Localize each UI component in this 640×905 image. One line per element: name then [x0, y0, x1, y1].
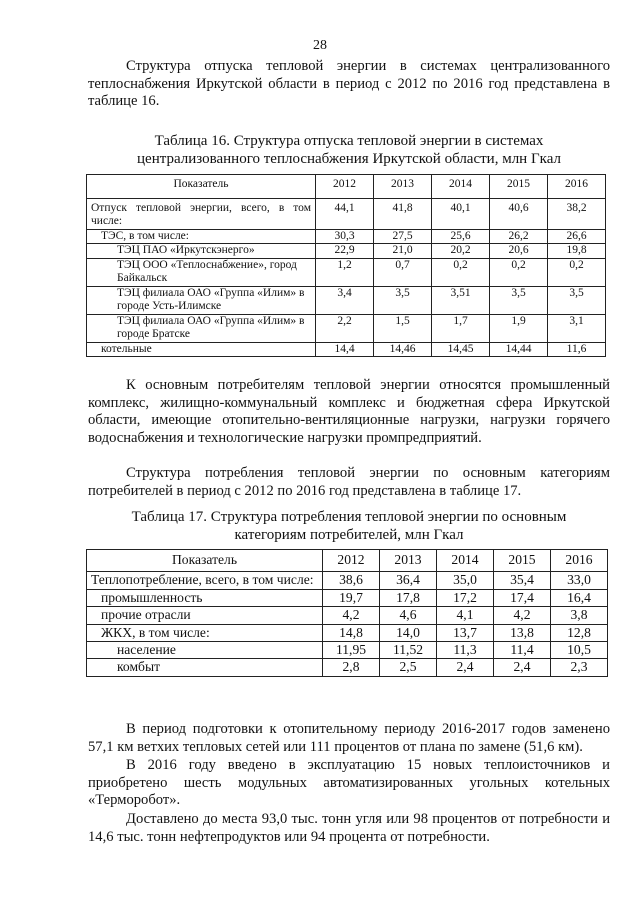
table16-caption-line2: централизованного теплоснабжения Иркутской области, млн Гкал	[137, 151, 561, 167]
cell-value: 4,2	[323, 607, 380, 624]
cell-value: 3,4	[316, 286, 374, 314]
cell-value: 1,7	[432, 314, 490, 342]
cell-value: 25,6	[432, 229, 490, 244]
paragraph-structure-17: Структура потребления тепловой энергии по основным категориям потребителей в период с 2012 по 2016 год представлена в таблице 17.	[88, 465, 610, 499]
row-label: котельные	[87, 342, 316, 357]
row-label: комбыт	[87, 659, 323, 676]
cell-value: 12,8	[551, 624, 608, 641]
cell-value: 36,4	[380, 572, 437, 589]
table17-header-year: 2013	[380, 550, 437, 572]
cell-value: 20,2	[432, 244, 490, 259]
cell-value: 17,8	[380, 589, 437, 606]
page-number: 28	[313, 38, 327, 53]
cell-value: 40,6	[490, 198, 548, 229]
row-label: прочие отрасли	[87, 607, 323, 624]
cell-value: 44,1	[316, 198, 374, 229]
cell-value: 20,6	[490, 244, 548, 259]
cell-value: 41,8	[374, 198, 432, 229]
table-16	[86, 174, 606, 357]
cell-value: 2,5	[380, 659, 437, 676]
table16-header-year: 2013	[374, 175, 432, 199]
paragraph-fuel-delivery: Доставлено до места 93,0 тыс. тонн угля или 98 процентов от потребности и 14,6 тыс. тонн нефтепродуктов или 94 процента от потребности.	[88, 811, 610, 845]
cell-value: 38,2	[548, 198, 606, 229]
paragraph-new-sources: В 2016 году введено в эксплуатацию 15 новых теплоисточников и приобретено шесть модульных автоматизированных угольных котельных «Терморобот».	[88, 757, 610, 809]
cell-value: 1,9	[490, 314, 548, 342]
table-row	[87, 642, 608, 659]
cell-value: 40,1	[432, 198, 490, 229]
table-row	[87, 314, 606, 342]
cell-value: 2,4	[494, 659, 551, 676]
row-label: ЖКХ, в том числе:	[87, 624, 323, 641]
row-label: Отпуск тепловой энергии, всего, в том числе:	[87, 198, 316, 229]
table-row	[87, 572, 608, 589]
table-row	[87, 589, 608, 606]
row-label: промышленность	[87, 589, 323, 606]
row-label: ТЭЦ филиала ОАО «Группа «Илим» в городе Братске	[87, 314, 316, 342]
table16-caption	[88, 132, 610, 168]
table-row	[87, 198, 606, 229]
paragraph-networks: В период подготовки к отопительному периоду 2016-2017 годов заменено 57,1 км ветхих тепловых сетей или 111 процентов от плана по замене (51,6 км).	[88, 721, 610, 755]
cell-value: 35,0	[437, 572, 494, 589]
table-row	[87, 624, 608, 641]
table17-header-indicator: Показатель	[87, 550, 323, 572]
row-label: Теплопотребление, всего, в том числе:	[87, 572, 323, 589]
table17-header-year: 2016	[551, 550, 608, 572]
table16-caption-line1: Таблица 16. Структура отпуска тепловой энергии в системах	[154, 133, 544, 149]
table17-caption-line2: категориям потребителей, млн Гкал	[234, 527, 464, 543]
table16-header-year: 2012	[316, 175, 374, 199]
cell-value: 0,2	[548, 258, 606, 286]
table-row	[87, 244, 606, 259]
cell-value: 14,46	[374, 342, 432, 357]
cell-value: 13,8	[494, 624, 551, 641]
table17-header-row	[87, 550, 608, 572]
cell-value: 30,3	[316, 229, 374, 244]
cell-value: 17,2	[437, 589, 494, 606]
cell-value: 26,6	[548, 229, 606, 244]
table-row	[87, 607, 608, 624]
cell-value: 14,44	[490, 342, 548, 357]
cell-value: 3,5	[548, 286, 606, 314]
cell-value: 17,4	[494, 589, 551, 606]
row-label: ТЭС, в том числе:	[87, 229, 316, 244]
table17-header-year: 2015	[494, 550, 551, 572]
row-label: ТЭЦ ООО «Теплоснабжение», город Байкальск	[87, 258, 316, 286]
cell-value: 2,4	[437, 659, 494, 676]
cell-value: 4,6	[380, 607, 437, 624]
cell-value: 11,6	[548, 342, 606, 357]
table16-header-year: 2014	[432, 175, 490, 199]
cell-value: 3,1	[548, 314, 606, 342]
cell-value: 11,52	[380, 642, 437, 659]
cell-value: 21,0	[374, 244, 432, 259]
cell-value: 3,5	[490, 286, 548, 314]
table-row	[87, 286, 606, 314]
paragraph-consumers: К основным потребителям тепловой энергии относятся промышленный комплекс, жилищно-коммунальный комплекс и бюджетная сфера Иркутской области, имеющие отопительно-вентиляционные нагрузки, нагрузки горячего водоснабжения и технологические нагрузки промпредприятий.	[88, 377, 610, 446]
cell-value: 27,5	[374, 229, 432, 244]
cell-value: 16,4	[551, 589, 608, 606]
cell-value: 4,2	[494, 607, 551, 624]
cell-value: 4,1	[437, 607, 494, 624]
table17-header-year: 2014	[437, 550, 494, 572]
cell-value: 11,3	[437, 642, 494, 659]
cell-value: 22,9	[316, 244, 374, 259]
cell-value: 1,5	[374, 314, 432, 342]
cell-value: 3,8	[551, 607, 608, 624]
cell-value: 13,7	[437, 624, 494, 641]
cell-value: 14,45	[432, 342, 490, 357]
cell-value: 19,8	[548, 244, 606, 259]
cell-value: 2,3	[551, 659, 608, 676]
table17-caption	[88, 508, 610, 544]
table-row	[87, 229, 606, 244]
table-17	[86, 549, 608, 677]
cell-value: 38,6	[323, 572, 380, 589]
cell-value: 35,4	[494, 572, 551, 589]
cell-value: 2,8	[323, 659, 380, 676]
intro-paragraph: Структура отпуска тепловой энергии в системах централизованного теплоснабжения Иркутской области в период с 2012 по 2016 год представлена в таблице 16.	[88, 58, 610, 110]
table17-header-year: 2012	[323, 550, 380, 572]
cell-value: 2,2	[316, 314, 374, 342]
cell-value: 19,7	[323, 589, 380, 606]
table17-caption-line1: Таблица 17. Структура потребления тепловой энергии по основным	[131, 509, 567, 525]
row-label: ТЭЦ ПАО «Иркутскэнерго»	[87, 244, 316, 259]
cell-value: 11,4	[494, 642, 551, 659]
cell-value: 26,2	[490, 229, 548, 244]
table16-header-row	[87, 175, 606, 199]
cell-value: 0,2	[432, 258, 490, 286]
table-row	[87, 342, 606, 357]
cell-value: 3,51	[432, 286, 490, 314]
table16-header-indicator: Показатель	[87, 175, 316, 199]
row-label: ТЭЦ филиала ОАО «Группа «Илим» в городе Усть-Илимске	[87, 286, 316, 314]
table16-header-year: 2015	[490, 175, 548, 199]
cell-value: 14,0	[380, 624, 437, 641]
cell-value: 10,5	[551, 642, 608, 659]
table-row	[87, 659, 608, 676]
cell-value: 14,8	[323, 624, 380, 641]
cell-value: 3,5	[374, 286, 432, 314]
cell-value: 33,0	[551, 572, 608, 589]
cell-value: 0,7	[374, 258, 432, 286]
cell-value: 14,4	[316, 342, 374, 357]
row-label: население	[87, 642, 323, 659]
cell-value: 1,2	[316, 258, 374, 286]
table-row	[87, 258, 606, 286]
cell-value: 11,95	[323, 642, 380, 659]
cell-value: 0,2	[490, 258, 548, 286]
table16-header-year: 2016	[548, 175, 606, 199]
